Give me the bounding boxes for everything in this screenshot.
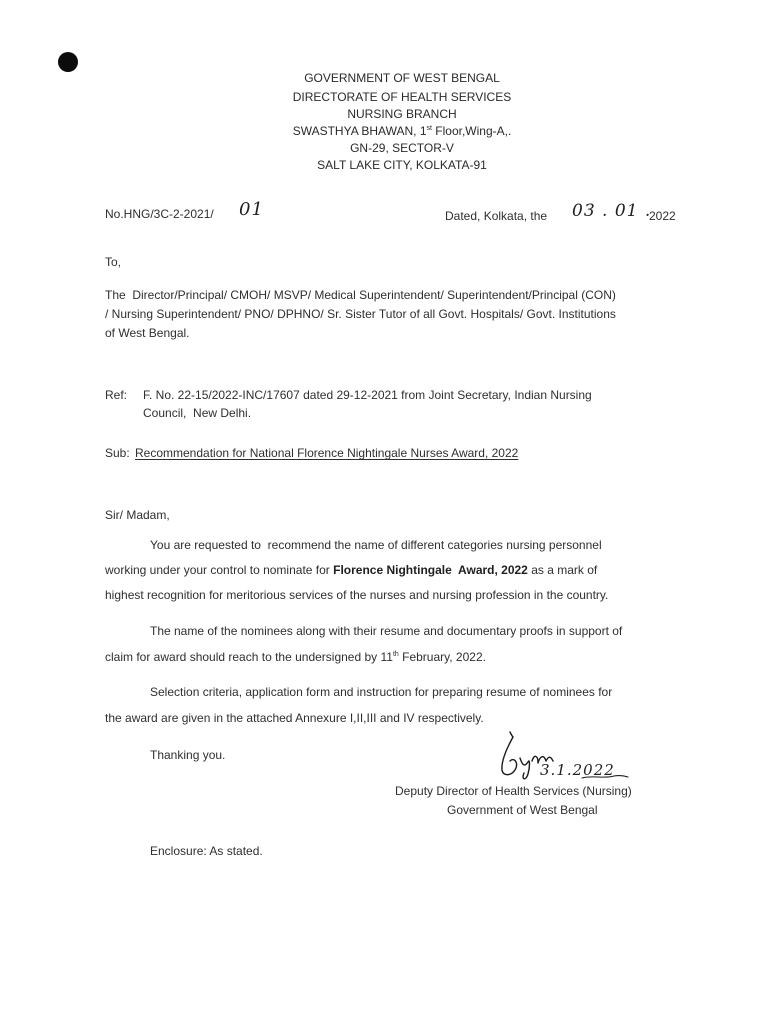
body-p1-line-1: You are requested to recommend the name of different categories nursing personnel: [150, 538, 602, 552]
signatory-office: Government of West Bengal: [447, 803, 598, 817]
reference-line-2: Council, New Delhi.: [143, 406, 252, 420]
award-name-bold: Florence Nightingale Award, 2022: [333, 563, 528, 577]
addressee-line-1: The Director/Principal/ CMOH/ MSVP/ Medical Superintendent/ Superintendent/Principal (CON): [105, 288, 616, 302]
address-ordinal: st: [426, 125, 432, 132]
body-p2-line-1: The name of the nominees along with their resume and documentary proofs in support of: [150, 624, 623, 638]
date-year: 2022: [649, 209, 676, 223]
signature-date-handwritten: 3.1.2022: [540, 761, 615, 779]
letterhead: [202, 0, 602, 180]
signature-date-stroke: [580, 773, 630, 781]
date-ordinal: th: [392, 651, 399, 658]
letterhead-directorate: DIRECTORATE OF HEALTH SERVICES: [292, 90, 512, 104]
letterhead-address: [202, 123, 602, 139]
greeting: Sir/ Madam,: [105, 508, 170, 522]
letterhead-government: GOVERNMENT OF WEST BENGAL: [304, 71, 500, 85]
to-label: To,: [105, 255, 122, 269]
signatory-designation: Deputy Director of Health Services (Nursing): [395, 784, 632, 798]
addressee-line-3: of West Bengal.: [105, 326, 190, 340]
addressee-line-2: / Nursing Superintendent/ PNO/ DPHNO/ Sr. Sister Tutor of all Govt. Hospitals/ Govt. Institutions: [105, 307, 616, 321]
closing: Thanking you.: [150, 748, 226, 762]
punch-hole-dot: [58, 52, 78, 72]
body-p1-line-2: [105, 562, 597, 578]
letterhead-sector: GN-29, SECTOR-V: [350, 141, 454, 155]
subject-label: Sub:: [105, 446, 130, 460]
dated-label: Dated, Kolkata, the: [445, 209, 548, 223]
body-p1-line-2-tail: as a mark of: [527, 563, 598, 577]
body-p2-line-2: [105, 649, 486, 665]
enclosure-note: Enclosure: As stated.: [150, 844, 263, 858]
subject-text: Recommendation for National Florence Nightingale Nurses Award, 2022: [135, 446, 519, 460]
body-p2-line-2-tail: February, 2022.: [398, 650, 486, 664]
memo-number: No.HNG/3C-2-2021/: [105, 207, 214, 221]
address-text-rest: Floor,Wing-A,.: [431, 124, 512, 138]
body-p2-line-2-text: claim for award should reach to the undersigned by 11: [105, 650, 393, 664]
reference-label: Ref:: [105, 388, 128, 402]
letterhead-branch: NURSING BRANCH: [347, 107, 457, 121]
body-p3-line-2: the award are given in the attached Annexure I,II,III and IV respectively.: [105, 711, 484, 725]
letterhead-city: SALT LAKE CITY, KOLKATA-91: [317, 158, 487, 172]
reference-line-1: F. No. 22-15/2022-INC/17607 dated 29-12-2021 from Joint Secretary, Indian Nursing: [143, 388, 592, 402]
body-p3-line-1: Selection criteria, application form and instruction for preparing resume of nominees for: [150, 685, 613, 699]
body-p1-line-2-text: working under your control to nominate for: [105, 563, 334, 577]
body-p1-line-3: highest recognition for meritorious services of the nurses and nursing profession in the country.: [105, 588, 609, 602]
memo-number-handwritten: 01: [239, 199, 264, 220]
address-text: SWASTHYA BHAWAN, 1: [292, 124, 427, 138]
date-handwritten: 03 . 01 .: [572, 201, 652, 221]
